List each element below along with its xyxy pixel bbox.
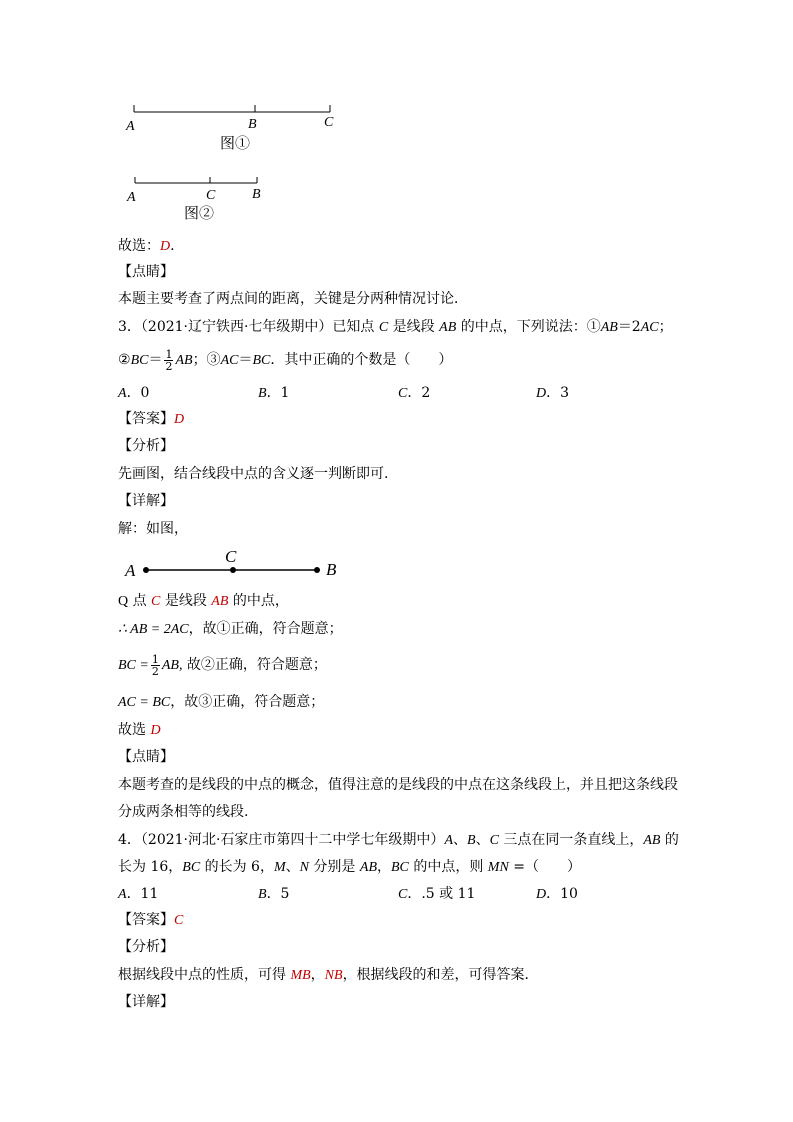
q3-sol4-text: ，故③正确，符合题意； (170, 694, 325, 710)
q3-solution-line3 (118, 650, 327, 681)
q4-l2-a: 长为 16， (118, 859, 183, 875)
q4-l2-d: ， (377, 859, 391, 875)
q4-analysis-heading: 【分析】 (118, 939, 174, 955)
s1-answer-end: . (170, 238, 175, 254)
q3-option-d (536, 384, 569, 403)
q3-detail-heading: 【详解】 (118, 493, 174, 509)
q3-option-d-letter: D (536, 386, 547, 401)
q3-sol4-math: AC = BC (118, 695, 171, 710)
q4-analysis-mb: MB (290, 968, 311, 983)
fig3-point-c (230, 567, 236, 573)
q4-answer-heading: 【答案】 (118, 912, 174, 928)
q3-l2-a: ② (118, 352, 131, 368)
q4-option-a-text: ．11 (126, 886, 159, 902)
q3-l1-c: C (378, 320, 389, 335)
q4-l2-bc2: BC (391, 860, 409, 875)
q3-sol1-b: 是线段 (160, 593, 212, 609)
q3-option-a-text: ．0 (126, 385, 150, 401)
q4-l2-e: 的中点，则 (408, 859, 488, 875)
q3-l2-fraction (164, 349, 173, 372)
q3-option-b-text: ．1 (266, 385, 290, 401)
q3-l2-bc: BC (130, 353, 149, 368)
q3-l2-eq: ＝ (148, 352, 163, 368)
q4-l2-end: =（ ） (508, 859, 581, 875)
q4-l2-m: M (273, 860, 286, 875)
q3-option-a (118, 384, 149, 403)
q4-analysis-line (118, 966, 539, 985)
q4-l2-mn: MN (487, 860, 509, 875)
q4-detail-heading: 【详解】 (118, 994, 174, 1010)
q3-frac-num: 1 (165, 347, 173, 361)
q3-solution-line2 (118, 620, 343, 639)
q4-l2-n: N (299, 860, 309, 875)
q3-tip-line2: 分成两条相等的线段. (118, 804, 249, 820)
q3-tip-line1: 本题考查的是线段的中点的概念，值得注意的是线段的中点在这条线段上，并且把这条线段 (118, 777, 678, 793)
q3-stem-line2 (118, 346, 452, 375)
fig1-label-a: A (126, 119, 135, 134)
q4-analysis-sep: ， (310, 967, 325, 983)
fig3-point-b (314, 567, 320, 573)
q4-l1-c: C (489, 833, 499, 848)
q3-l2-eq2: ＝ (238, 352, 253, 368)
q4-l2-sep: 、 (285, 859, 300, 875)
q3-detail-text: 解：如图， (118, 521, 188, 537)
q4-l1-a: A (444, 833, 453, 848)
figure-3 (118, 545, 358, 585)
q4-l1-sep2: 、 (475, 832, 490, 848)
q3-l2-ac: AC (220, 353, 239, 368)
fig1-label-b: B (248, 117, 257, 132)
fig2-label-c: C (206, 188, 216, 203)
q3-option-b-letter: B (258, 386, 267, 401)
q4-l2-ab: AB (359, 860, 377, 875)
q4-option-a (118, 885, 158, 904)
q3-sol1-d: 的中点， (228, 593, 289, 609)
q4-l1-ab: AB (643, 833, 661, 848)
q4-option-b-letter: B (258, 887, 267, 902)
s1-answer-letter: D (160, 239, 171, 254)
q3-conclusion-prefix: 故选 (118, 722, 151, 738)
q3-sol3-ab: AB, (161, 658, 183, 673)
q3-tip-heading: 【点睛】 (118, 749, 174, 765)
fig3-point-a (143, 567, 149, 573)
q3-l2-b: ；③ (192, 352, 221, 368)
s1-answer-line (118, 237, 175, 256)
fig1-caption: 图① (220, 134, 251, 152)
q3-option-c (398, 384, 430, 403)
q3-l1-mid: 是线段 (388, 319, 440, 335)
q4-analysis-b: ，根据线段的和差，可得答案． (342, 967, 539, 983)
q3-analysis-text: 先画图，结合线段中点的含义逐一判断即可. (118, 466, 389, 482)
q3-option-c-text: ．2 (407, 385, 431, 401)
q4-l2-bc: BC (182, 860, 201, 875)
q4-l2-b: 的长为 6， (200, 859, 274, 875)
s1-tip-text: 本题主要考查了两点间的距离，关键是分两种情况讨论． (118, 291, 468, 307)
q3-answer-line (118, 410, 184, 429)
q3-l1-eq-ac: AC (640, 320, 659, 335)
fig3-label-c: C (225, 547, 237, 566)
q3-sol1-ab: AB (211, 594, 229, 609)
q3-sol3-lhs: BC = (118, 658, 149, 673)
q4-option-d-text: ．10 (546, 886, 578, 902)
q3-l2-end: ．其中正确的个数是（ ） (270, 352, 453, 368)
q3-l1-eq2: ＝2 (617, 319, 641, 335)
fig2-label-b: B (252, 187, 261, 202)
fig2-caption: 图② (184, 204, 215, 222)
q4-l1-prefix: 4．（2021·河北·石家庄市第四十二中学七年级期中） (118, 832, 445, 848)
q3-conclusion (118, 721, 161, 740)
q4-analysis-nb: NB (324, 968, 343, 983)
q4-option-b-text: ．5 (266, 886, 290, 902)
q4-analysis-a: 根据线段中点的性质，可得 (118, 967, 291, 983)
q4-option-c-text: ．.5 或 11 (407, 886, 476, 902)
q3-solution-line1 (118, 592, 289, 611)
q4-l1-mid: 三点在同一条直线上， (498, 832, 644, 848)
q3-conclusion-letter: D (150, 723, 161, 738)
q3-l2-ab: AB (175, 353, 193, 368)
q3-l1-rest: 的中点，下列说法：① (456, 319, 601, 335)
q4-l1-sep1: 、 (453, 832, 467, 848)
q4-stem-line2 (118, 858, 581, 877)
q4-option-a-letter: A (118, 887, 127, 902)
q3-sol1-a: 点 (128, 593, 152, 609)
q4-l1-b: B (467, 833, 476, 848)
q4-answer-letter: C (174, 913, 184, 928)
q3-l1-ab: AB (439, 320, 457, 335)
q4-stem-line1 (118, 831, 679, 850)
q3-l2-bc2: BC (252, 353, 271, 368)
q4-option-d (536, 885, 578, 904)
s1-tip-heading: 【点睛】 (118, 264, 174, 280)
q4-answer-line (118, 911, 183, 930)
fig3-label-a: A (125, 561, 136, 580)
q3-l1-prefix: 3．（2021·辽宁铁西·七年级期中）已知点 (118, 319, 379, 335)
q3-sol3-num: 1 (151, 652, 159, 666)
q3-sol3-text: 故②正确，符合题意； (182, 657, 327, 673)
fig1-label-c: C (324, 115, 334, 130)
q4-l1-end: 的 (660, 832, 679, 848)
q3-option-b (258, 384, 289, 403)
q3-sol3-fraction (151, 654, 160, 677)
q3-l1-end: ； (658, 319, 673, 335)
q3-option-d-text: ．3 (546, 385, 570, 401)
q4-l2-c: 分别是 (308, 859, 360, 875)
fig2-label-a: A (127, 190, 136, 205)
q3-sol3-den: 2 (151, 664, 159, 678)
q3-stem-line1 (118, 318, 673, 337)
q4-option-d-letter: D (536, 887, 547, 902)
fig3-label-b: B (326, 560, 337, 579)
q3-sol1-c: C (151, 594, 161, 609)
q3-answer-heading: 【答案】 (118, 411, 174, 427)
q3-l1-eq-ab: AB (600, 320, 618, 335)
q3-sol2-math: ∴ AB = 2AC (118, 622, 189, 637)
q3-frac-den: 2 (165, 359, 173, 373)
q3-option-a-letter: A (118, 386, 127, 401)
q3-solution-line4 (118, 693, 324, 712)
q3-sol1-q: Q (118, 594, 129, 609)
q4-option-c (398, 885, 475, 904)
s1-answer-prefix: 故选： (118, 238, 160, 254)
q4-option-b (258, 885, 289, 904)
q3-option-c-letter: C (398, 386, 408, 401)
q4-option-c-letter: C (398, 887, 408, 902)
q3-answer-letter: D (174, 412, 185, 427)
q3-sol2-text: ，故①正确，符合题意； (188, 621, 343, 637)
q3-analysis-heading: 【分析】 (118, 438, 174, 454)
